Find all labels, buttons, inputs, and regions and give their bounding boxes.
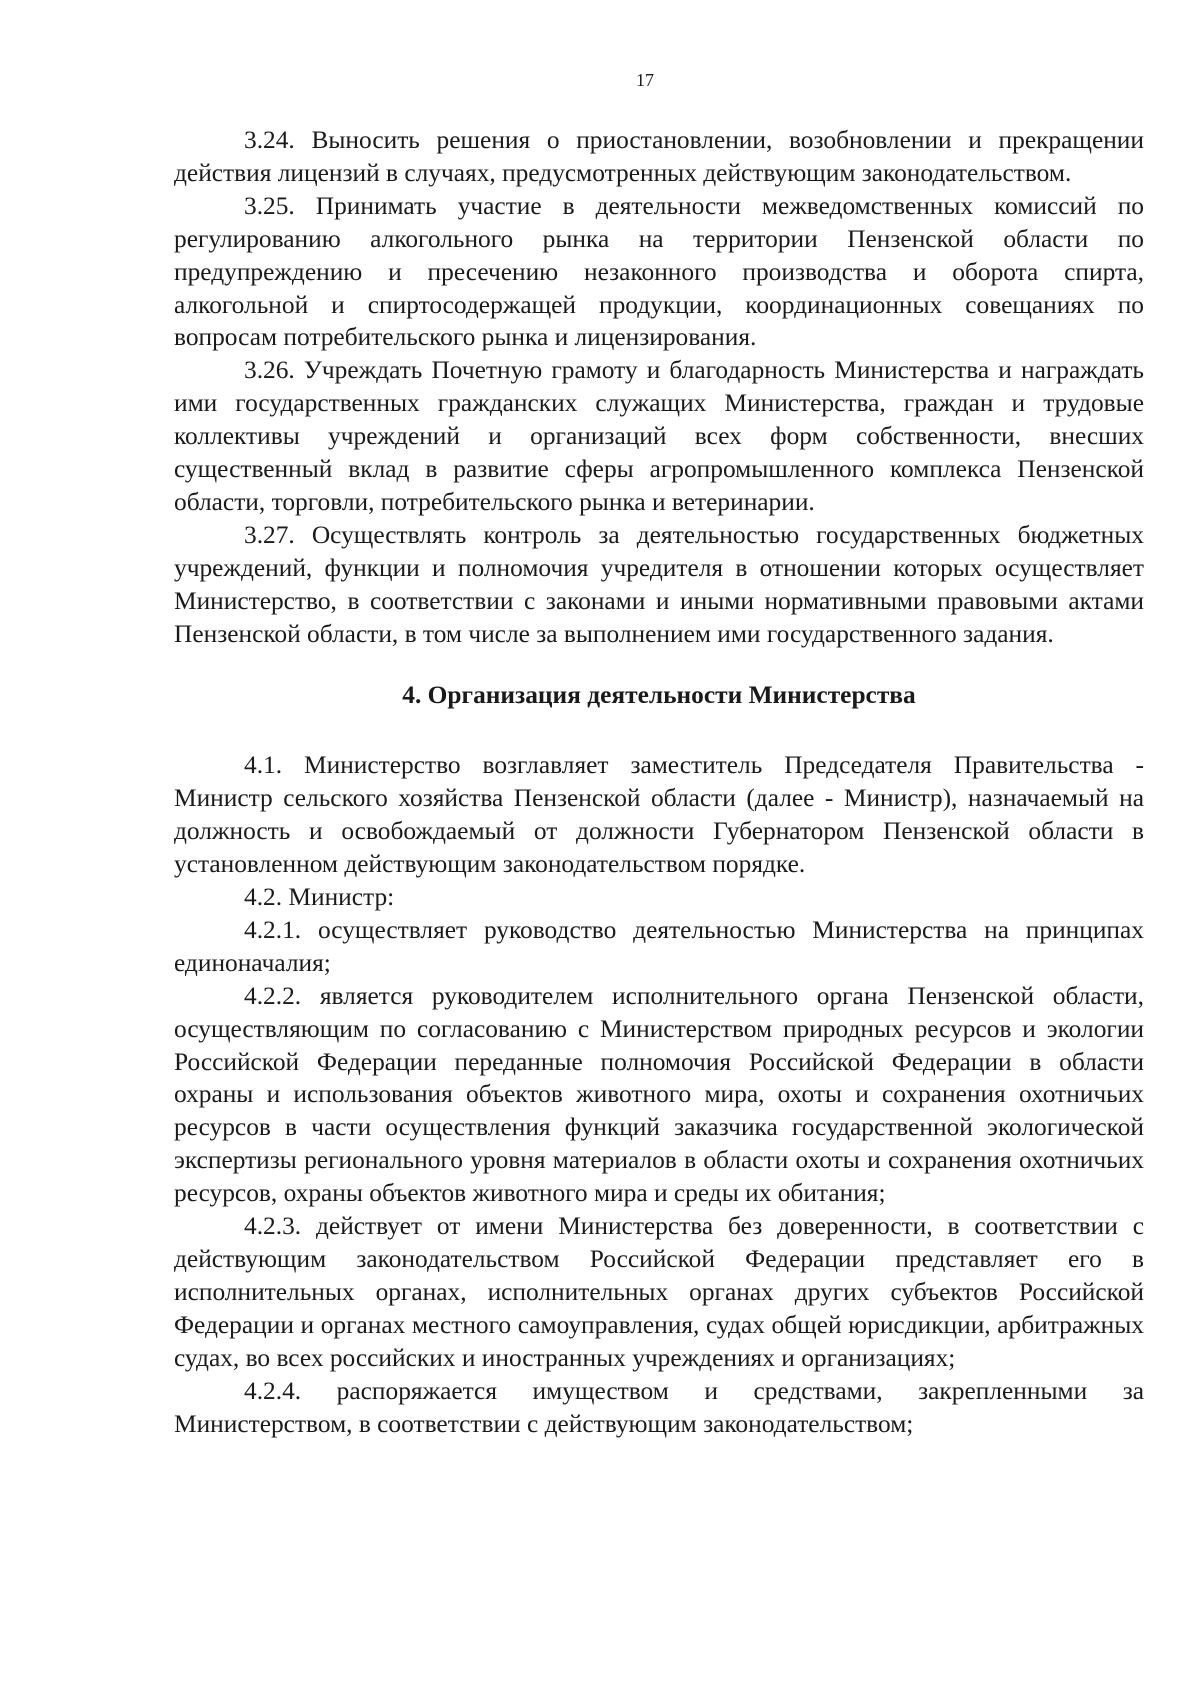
paragraph-4-2-2: 4.2.2. является руководителем исполнительного органа Пензенской области, осуществляющим по согласованию с Министерством природных ресурсов и экологии Российской Федерации переданные полномочия Российской Федерации в области охраны и использования объектов животного мира, охоты и сохранения охотничьих ресурсов в части осуществления функций заказчика государственной экологической экспертизы регионального уровня материалов в области охоты и сохранения охотничьих ресурсов, охраны объектов животного мира и среды их обитания; <box>174 981 1144 1208</box>
paragraph-3-27: 3.27. Осуществлять контроль за деятельностью государственных бюджетных учреждений, функции и полномочия учредителя в отношении которых осуществляет Министерство, в соответствии с законами и иными нормативными правовыми актами Пензенской области, в том числе за выполнением ими государственного задания. <box>174 520 1144 648</box>
paragraph-3-24: 3.24. Выносить решения о приостановлении, возобновлении и прекращении действия лицензий в случаях, предусмотренных действующим законодательством. <box>174 126 1144 187</box>
paragraph-4-2-4: 4.2.4. распоряжается имуществом и средствами, закрепленными за Министерством, в соответствии с действующим законодательством; <box>174 1376 1144 1438</box>
document-page <box>174 70 1144 1440</box>
paragraph-4-2-3: 4.2.3. действует от имени Министерства без доверенности, в соответствии с действующим законодательством Российской Федерации представляет его в исполнительных органах, исполнительных органах других субъектов Российской Федерации и органах местного самоуправления, судах общей юрисдикции, арбитражных судах, во всех российских и иностранных учреждениях и организациях; <box>174 1212 1144 1372</box>
page-number: 17 <box>636 70 654 90</box>
paragraph-4-1: 4.1. Министерство возглавляет заместитель Председателя Правительства - Министр сельского хозяйства Пензенской области (далее - Министр), назначаемый на должность и освобождаемый от должности Губернатором Пензенской области в установленном действующим законодательством порядке. <box>174 751 1144 879</box>
paragraph-3-26: 3.26. Учреждать Почетную грамоту и благодарность Министерства и награждать ими государственных гражданских служащих Министерства, граждан и трудовые коллективы учреждений и организаций всех форм собственности, внесших существенный вклад в развитие сферы агропромышленного комплекса Пензенской области, торговли, потребительского рынка и ветеринарии. <box>174 356 1144 516</box>
paragraph-3-25: 3.25. Принимать участие в деятельности межведомственных комиссий по регулированию алкогольного рынка на территории Пензенской области по предупреждению и пресечению незаконного производства и оборота спирта, алкогольной и спиртосодержащей продукции, координационных совещаниях по вопросам потребительского рынка и лицензирования. <box>174 191 1144 352</box>
paragraph-4-2: 4.2. Министр: <box>244 883 395 912</box>
section-4-heading: 4. Организация деятельности Министерства <box>402 680 916 709</box>
paragraph-4-2-1: 4.2.1. осуществляет руководство деятельностью Министерства на принципах единоначалия; <box>174 915 1144 977</box>
